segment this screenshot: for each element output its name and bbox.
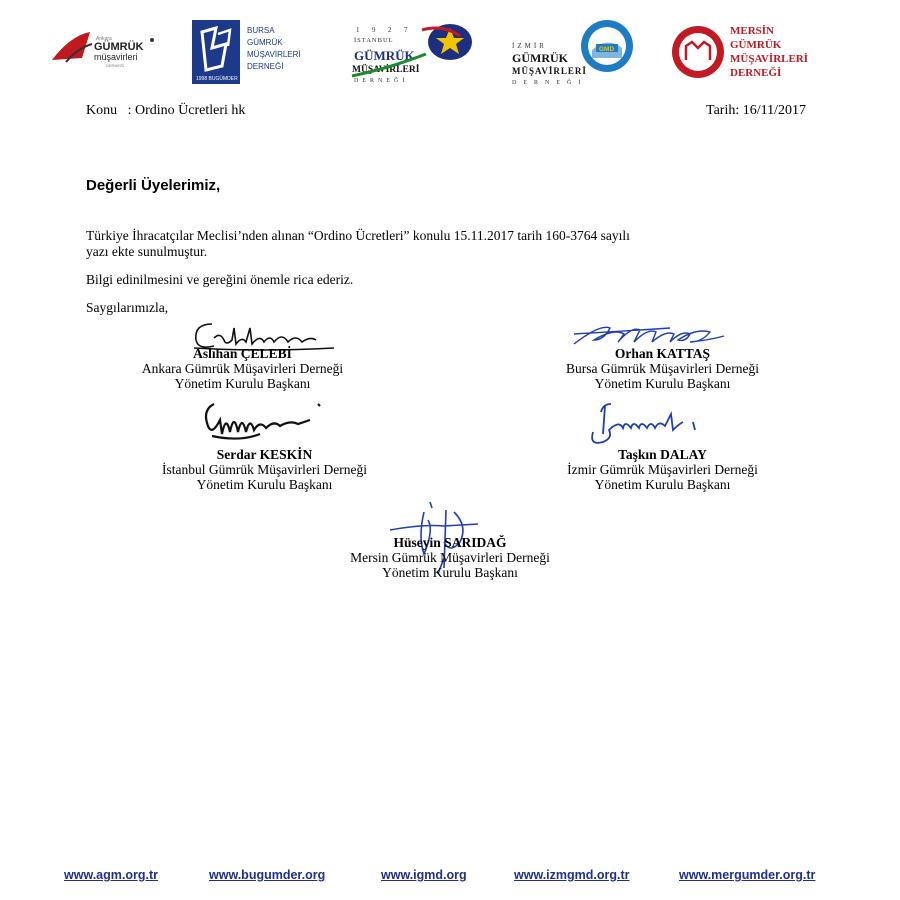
logo-izmir: [512, 18, 637, 88]
svg-text:1998 BUGÜMDER: 1998 BUGÜMDER: [196, 76, 238, 82]
signatory-name: Orhan KATTAŞ: [614, 346, 711, 361]
signatory-istanbul: [122, 447, 407, 492]
subject: [86, 103, 245, 119]
svg-text:GMD: GMD: [599, 46, 615, 53]
signatory-title: Yönetim Kurulu Başkanı: [594, 376, 731, 391]
mersin-logo-icon: [672, 18, 812, 90]
istanbul-logo-icon: [350, 18, 480, 88]
date: Tarih: 16/11/2017: [706, 103, 806, 118]
footer-link-agm[interactable]: www.agm.org.tr: [64, 868, 158, 882]
svg-text:MÜŞAVİRLERİ: MÜŞAVİRLERİ: [247, 50, 301, 59]
svg-text:İZMİR: İZMİR: [512, 42, 547, 50]
body-line-2: yazı ekte sunulmuştur.: [86, 244, 208, 259]
svg-text:DERNEĞİ: DERNEĞİ: [354, 78, 409, 84]
svg-text:MERSİN: MERSİN: [730, 25, 775, 37]
svg-text:DERNEĞİ: DERNEĞİ: [106, 63, 125, 68]
subject-row: [86, 103, 806, 119]
logo-ankara: [48, 18, 158, 88]
svg-text:GÜMRÜK: GÜMRÜK: [247, 38, 283, 47]
signatory-title: Yönetim Kurulu Başkanı: [196, 477, 333, 492]
svg-text:müşavirleri: müşavirleri: [94, 52, 138, 62]
ankara-logo-icon: [48, 18, 158, 78]
bursa-logo-icon: [192, 18, 312, 86]
signatory-name: Taşkın DALAY: [618, 447, 707, 462]
svg-text:MÜŞAVİRLERİ: MÜŞAVİRLERİ: [352, 65, 420, 75]
subject-text: : Ordino Ücretleri hk: [127, 103, 246, 118]
closing: Saygılarımızla,: [86, 300, 169, 315]
svg-text:GÜMRÜK: GÜMRÜK: [94, 41, 144, 53]
footer-link-igmd[interactable]: www.igmd.org: [381, 868, 467, 882]
logo-mersin: [672, 18, 812, 88]
svg-text:7: 7: [404, 26, 408, 34]
signature-dalay-icon: [585, 400, 715, 448]
signatory-name: Hüseyin SARIDAĞ: [393, 535, 507, 550]
svg-text:MÜŞAVİRLERİ: MÜŞAVİRLERİ: [730, 53, 809, 65]
svg-text:DERNEĞİ: DERNEĞİ: [247, 62, 284, 71]
svg-text:MÜŞAVİRLERİ: MÜŞAVİRLERİ: [512, 66, 587, 76]
svg-text:2: 2: [388, 26, 392, 34]
footer-link-izmgmd[interactable]: www.izmgmd.org.tr: [514, 868, 630, 882]
svg-text:DERNEĞİ: DERNEĞİ: [512, 80, 588, 86]
body-paragraph-1: [86, 228, 826, 260]
signatory-org: İzmir Gümrük Müşavirleri Derneği: [567, 462, 758, 477]
body-paragraph-2: Bilgi edinilmesini ve gereğini önemle rica ederiz.: [86, 272, 354, 287]
svg-text:İSTANBUL: İSTANBUL: [354, 37, 394, 44]
svg-text:GÜMRÜK: GÜMRÜK: [512, 51, 568, 65]
greeting: Değerli Üyelerimiz,: [86, 177, 221, 194]
subject-label: Konu: [86, 103, 118, 118]
signatory-org: İstanbul Gümrük Müşavirleri Derneği: [161, 462, 368, 477]
signatory-name: Aslıhan ÇELEBİ: [193, 346, 292, 361]
svg-text:1: 1: [356, 26, 360, 34]
signatory-org: Bursa Gümrük Müşavirleri Derneği: [565, 361, 760, 376]
signatory-ankara: [100, 346, 385, 391]
signatory-title: Yönetim Kurulu Başkanı: [382, 565, 518, 580]
signatory-name: Serdar KESKİN: [216, 447, 313, 462]
signatory-izmir: [520, 447, 805, 492]
signatory-mersin: [305, 535, 595, 580]
svg-text:Ankara: Ankara: [96, 36, 112, 42]
logo-istanbul: [350, 18, 480, 88]
signatory-title: Yönetim Kurulu Başkanı: [594, 477, 731, 492]
signatory-org: Ankara Gümrük Müşavirleri Derneği: [141, 361, 344, 376]
signatory-bursa: [520, 346, 805, 391]
logo-bursa: [192, 18, 312, 88]
footer-link-mergumder[interactable]: www.mergumder.org.tr: [679, 868, 816, 882]
svg-text:GÜMRÜK: GÜMRÜK: [354, 48, 415, 63]
svg-text:9: 9: [372, 26, 376, 34]
signature-keskin-icon: [200, 396, 330, 446]
izmir-logo-icon: [512, 18, 637, 88]
svg-text:DERNEĞİ: DERNEĞİ: [730, 67, 782, 79]
svg-text:BURSA: BURSA: [247, 26, 275, 35]
signatory-org: Mersin Gümrük Müşavirleri Derneği: [350, 550, 550, 565]
svg-text:GÜMRÜK: GÜMRÜK: [730, 39, 782, 51]
signatory-title: Yönetim Kurulu Başkanı: [174, 376, 311, 391]
footer-link-bugumder[interactable]: www.bugumder.org: [209, 868, 326, 882]
body-line-1: Türkiye İhracatçılar Meclisi’nden alınan “Ordino Ücretleri” konulu 15.11.2017 tarih 160-3764 sayılı: [86, 228, 630, 243]
